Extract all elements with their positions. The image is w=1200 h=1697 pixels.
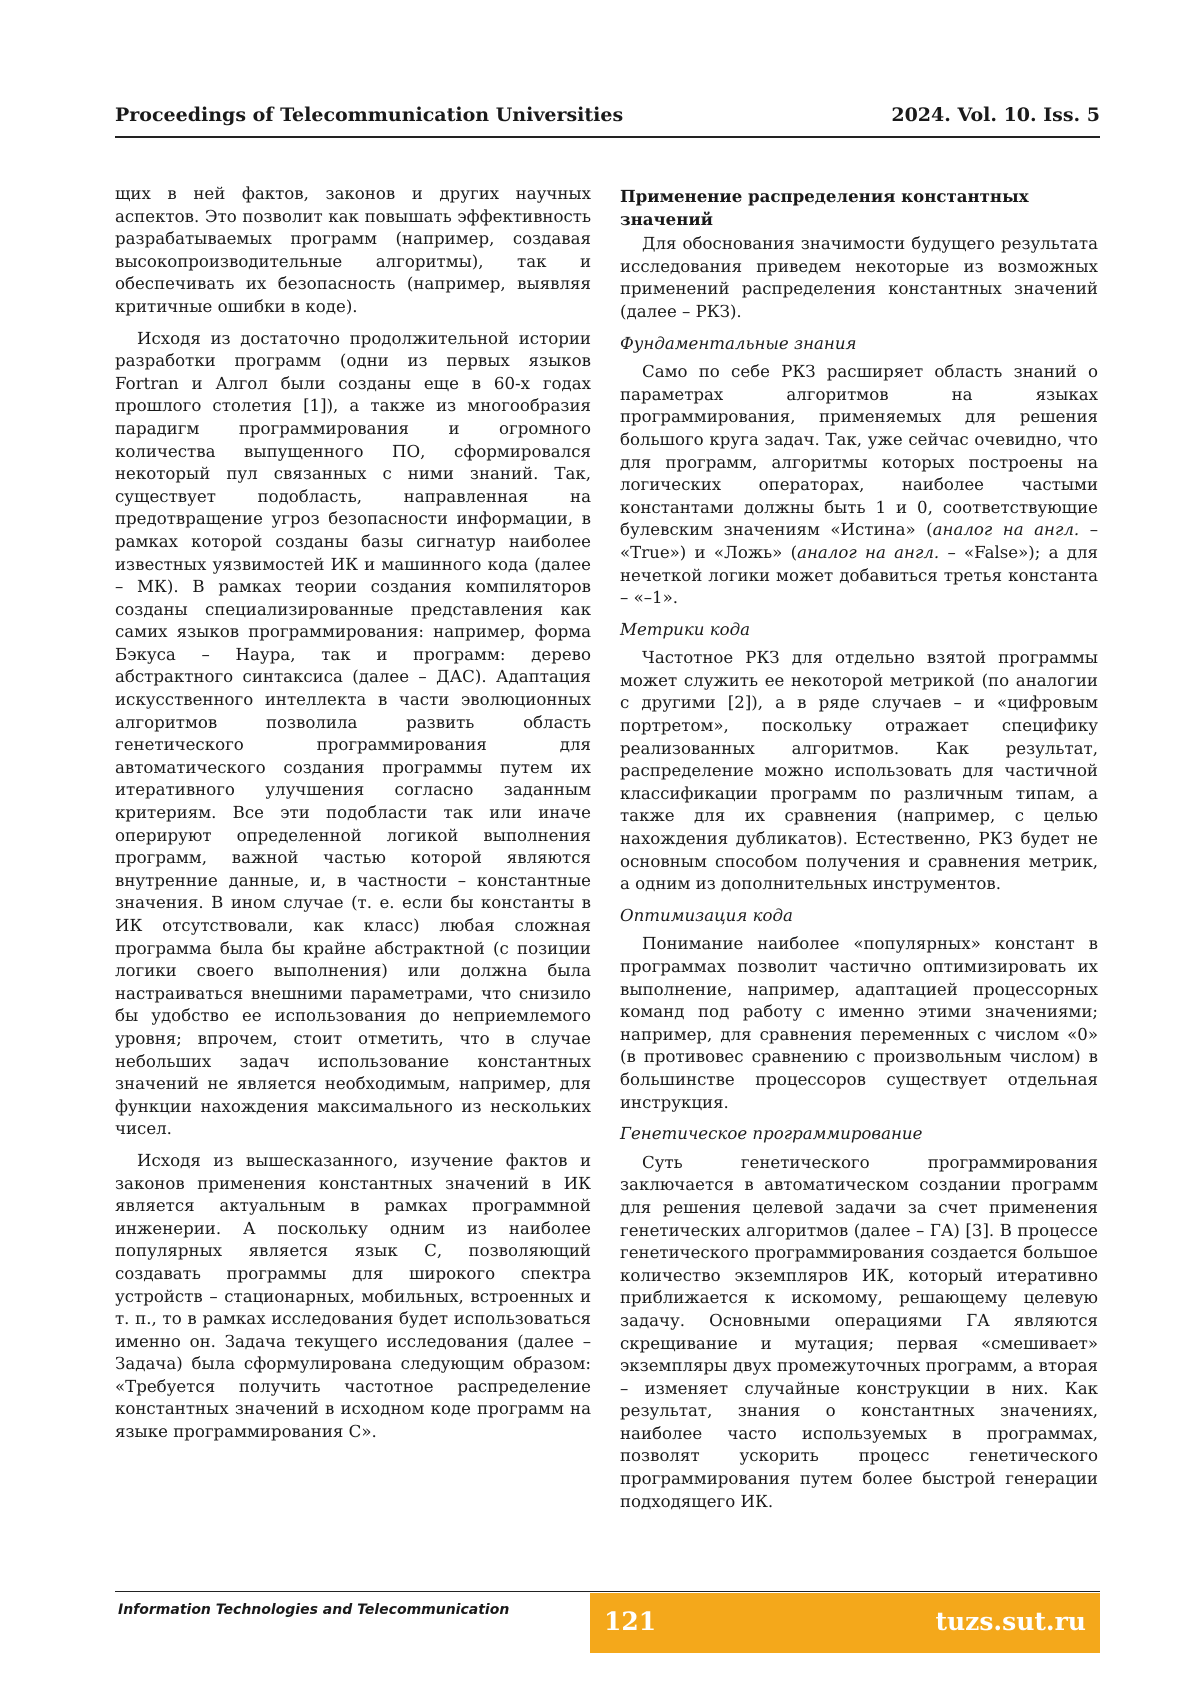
right-column xyxy=(620,185,1098,1513)
paragraph-continued: щих в ней фактов, законов и других научных аспектов. Это позволит как повышать эффективность разрабатываемых программ (например, создавая высокопроизводительные алгоритмы), так и обеспечивать их безопасность (например, выявляя критичные ошибки в коде). xyxy=(115,184,591,316)
page-number: 121 xyxy=(604,1607,657,1636)
italic-run: аналог на англ. xyxy=(797,542,940,562)
subheading-fundamental: Фундаментальные знания xyxy=(620,333,857,353)
running-header xyxy=(115,104,1100,138)
issue-info: 2024. Vol. 10. Iss. 5 xyxy=(891,104,1100,126)
paragraph-task: Исходя из вышесказанного, изучение фактов и законов применения константных значений в ИК является актуальным в рамках программной инженерии. А поскольку одним из наиболее популярных является язык С, позволяющий создавать программы для широкого спектра устройств – стационарных, мобильных, встроенных и т. п., то в рамках исследования будет использоваться именно он. Задача текущего исследования (далее – Задача) была сформулирована следующим образом: «Требуется получить частотное распределение константных значений в исходном коде программ на языке программирования С». xyxy=(115,1150,591,1442)
footer-bar xyxy=(590,1593,1100,1653)
italic-run: аналог на англ. xyxy=(932,520,1080,540)
journal-title: Proceedings of Telecommunication Universities xyxy=(115,104,624,126)
footer-section-title: Information Technologies and Telecommunication xyxy=(118,1602,510,1618)
left-column xyxy=(115,183,591,1444)
text-run: Само по себе РКЗ расширяет область знаний о параметрах алгоритмов на языках программирования, применяемых для решения большого круга задач. Так, уже сейчас очевидно, что для программ, алгоритмы которых построены на логических операторах, наиболее частыми константами должны быть 1 и 0, соответствующие булевским значениям «Истина» ( xyxy=(620,362,1098,540)
section-heading: Применение распределения константных значений xyxy=(620,186,1029,229)
paragraph-metrics: Частотное РКЗ для отдельно взятой программы может служить ее некоторой метрикой (по аналогии с другими [2]), а в ряде случаев – и «цифровым портретом», поскольку отражает специфику реализованных алгоритмов. Как результат, распределение можно использовать для частичной классификации программ по различным типам, а также для их сравнения (например, с целью нахождения дубликатов). Естественно, РКЗ будет не основным способом получения и сравнения метрик, а одним из дополнительных инструментов. xyxy=(620,648,1098,894)
text-run: – «True») и «Ложь» ( xyxy=(620,520,1098,562)
text-run: – «False»); а для нечеткой логики может добавиться третья константа – «–1». xyxy=(620,542,1098,608)
paragraph-genetic: Суть генетического программирования заключается в автоматическом создании программ для решения целевой задачи за счет применения генетических алгоритмов (далее – ГА) [3]. В процессе генетического программирования создается большое количество экземпляров ИК, который итеративно приближается к искомому, решающему целевую задачу. Основными операциями ГА являются скрещивание и мутация; первая «смешивает» экземпляры двух промежуточных программ, а вторая – изменяет случайные конструкции в них. Как результат, знания о константных значениях, наиболее часто используемых в программах, позволят ускорить процесс генетического программирования путем более быстрой генерации подходящего ИК. xyxy=(620,1152,1098,1511)
paragraph-fundamental xyxy=(620,361,1098,610)
journal-website: tuzs.sut.ru xyxy=(935,1607,1086,1636)
paragraph-intro: Для обоснования значимости будущего результата исследования приведем некоторые из возможных применений распределения константных значений (далее – РКЗ). xyxy=(620,234,1098,321)
paragraph-history: Исходя из достаточно продолжительной истории разработки программ (одни из первых языков Fortran и Алгол были созданы еще в 60-х годах прошлого столетия [1]), а также из многообразия парадигм программирования и огромного количества выпущенного ПО, сформировался некоторый пул связанных с ними знаний. Так, существует подобласть, направленная на предотвращение угроз безопасности информации, в рамках которой созданы базы сигнатур наиболее известных уязвимостей ИК и машинного кода (далее – МК). В рамках теории создания компиляторов созданы специализированные представления как самих языков программирования: например, форма Бэкуса – Наура, так и программ: дерево абстрактного синтаксиса (далее – ДАС). Адаптация искусственного интеллекта в части эволюционных алгоритмов позволила развить область генетического программирования для автоматического создания программы путем их итеративного улучшения согласно заданным критериям. Все эти подобласти так или иначе оперируют определенной логикой выполнения программ, важной частью которой являются внутренние данные, и, в частности – константные значения. В ином случае (т. е. если бы константы в ИК отсутствовали, как класс) любая сложная программа была бы крайне абстрактной (с позиции логики своего выполнения) или должна была настраиваться внешними параметрами, что снизило бы удобство ее использования до неприемлемого уровня; впрочем, стоит отметить, что в случае небольших задач использование константных значений не является необходимым, например, для функции нахождения максимального из нескольких чисел. xyxy=(115,328,591,1139)
footer-divider xyxy=(115,1591,1100,1592)
subheading-metrics: Метрики кода xyxy=(620,619,751,639)
paragraph-optimization: Понимание наиболее «популярных» констант в программах позволит частично оптимизировать их выполнение, например, адаптацией процессорных команд под работу с именно этими значениями; например, для сравнения переменных с числом «0» (в противовес сравнению с произвольным числом) в большинстве процессоров существует отдельная инструкция. xyxy=(620,934,1098,1112)
subheading-optimization: Оптимизация кода xyxy=(620,905,793,925)
subheading-genetic: Генетическое программирование xyxy=(620,1124,923,1144)
